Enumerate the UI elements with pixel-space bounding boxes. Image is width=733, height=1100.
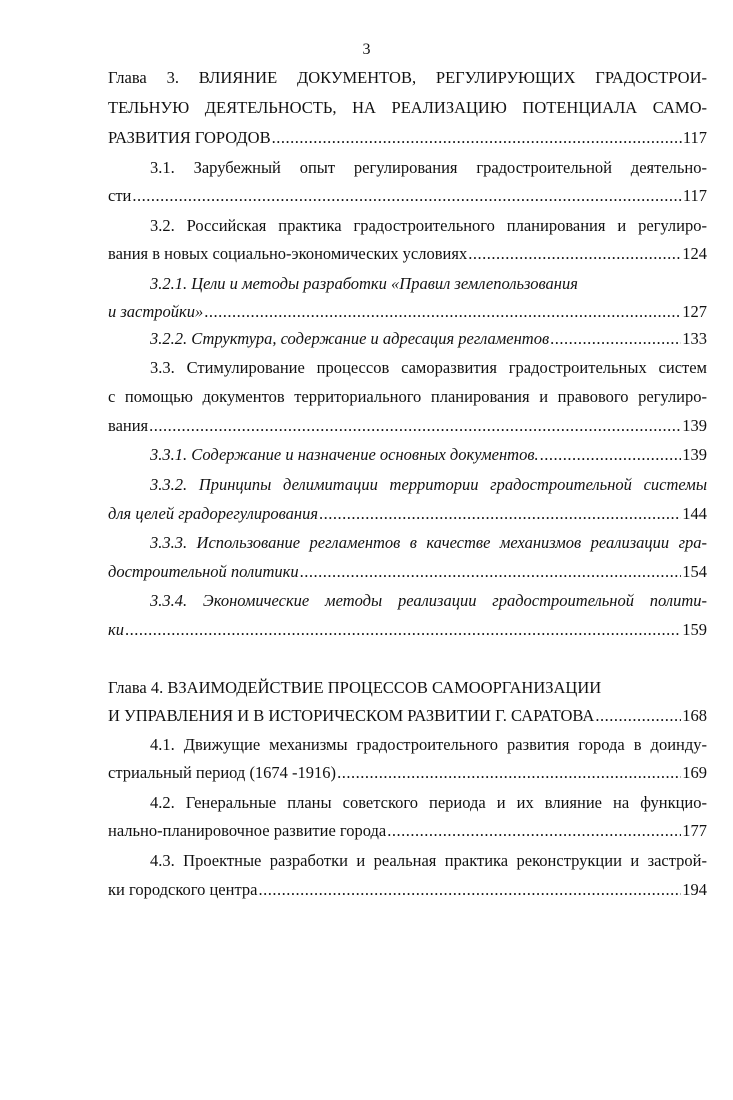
chapter3-toc-entry — [108, 125, 707, 151]
dot-leader — [258, 877, 681, 903]
page-number: 3 — [362, 41, 371, 58]
section-3-2-page: 124 — [682, 244, 707, 263]
section-3-2-1-toc-entry — [108, 299, 707, 325]
section-3-1-page: 117 — [682, 186, 707, 205]
chapter3-title-line1: Глава 3. ВЛИЯНИЕ ДОКУМЕНТОВ, РЕГУЛИРУЮЩИХ ГРАДОСТРОИ- — [108, 68, 707, 87]
dot-leader — [319, 501, 681, 527]
section-3-2-1-line1: 3.2.1. Цели и методы разработки «Правил землепользования — [150, 274, 578, 293]
section-3-3-page: 139 — [682, 416, 707, 435]
section-3-3-line3: вания — [108, 416, 149, 435]
section-3-3-4-line2: ки — [108, 620, 124, 639]
section-4-2-line2: нально-планировочное развитие города — [108, 821, 387, 840]
section-4-1-line1: 4.1. Движущие механизмы градостроительного развития города в доинду- — [150, 735, 707, 754]
section-3-1-line1: 3.1. Зарубежный опыт регулирования градостроительной деятельно- — [150, 158, 707, 177]
section-3-2-1-page: 127 — [682, 302, 707, 321]
dot-leader — [468, 241, 681, 267]
chapter4-title-line1: Глава 4. ВЗАИМОДЕЙСТВИЕ ПРОЦЕССОВ САМООРГАНИЗАЦИИ — [108, 678, 602, 697]
dot-leader — [125, 617, 681, 643]
section-3-3-1-line1: 3.3.1. Содержание и назначение основных документов. — [150, 445, 539, 464]
section-3-3-2-toc-entry — [108, 501, 707, 527]
dot-leader — [132, 183, 681, 209]
section-4-3-line1: 4.3. Проектные разработки и реальная практика реконструкции и застрой- — [150, 851, 707, 870]
dot-leader — [595, 703, 681, 729]
dot-leader — [300, 559, 682, 585]
section-3-3-2-line2: для целей градорегулирования — [108, 504, 318, 523]
section-3-3-3-toc-entry — [108, 559, 707, 585]
chapter3-page: 117 — [682, 128, 707, 147]
chapter4-page: 168 — [682, 706, 707, 725]
section-4-2-line1: 4.2. Генеральные планы советского периода и их влияние на функцио- — [150, 793, 707, 812]
section-3-3-2-line1: 3.3.2. Принципы делимитации территории градостроительной системы — [150, 475, 707, 494]
section-4-3-toc-entry — [108, 877, 707, 903]
section-4-1-line2: стриальный период (1674 -1916) — [108, 763, 337, 782]
section-3-3-toc-entry — [108, 413, 707, 439]
chapter3-title-line3: РАЗВИТИЯ ГОРОДОВ — [108, 128, 271, 147]
section-4-3-line2: ки городского центра — [108, 880, 258, 899]
section-3-3-2-page: 144 — [682, 504, 707, 523]
section-3-1-line2: сти — [108, 186, 132, 205]
dot-leader — [540, 442, 682, 468]
section-3-2-2-page: 133 — [682, 329, 707, 348]
section-3-1-toc-entry — [108, 183, 707, 209]
section-3-2-2-line1: 3.2.2. Структура, содержание и адресация регламентов — [150, 329, 550, 348]
section-4-1-page: 169 — [682, 763, 707, 782]
section-3-2-line2: вания в новых социально-экономических условиях — [108, 244, 468, 263]
dot-leader — [272, 125, 682, 151]
section-4-3-page: 194 — [682, 880, 707, 899]
chapter4-toc-entry — [108, 703, 707, 729]
dot-leader — [387, 818, 681, 844]
section-3-3-4-page: 159 — [682, 620, 707, 639]
section-3-3-line2: с помощью документов территориального планирования и правового регулиро- — [108, 387, 707, 406]
dot-leader — [149, 413, 681, 439]
section-4-1-toc-entry — [108, 760, 707, 786]
dot-leader — [204, 299, 681, 325]
section-3-3-3-page: 154 — [682, 562, 707, 581]
chapter4-title-line2: И УПРАВЛЕНИЯ И В ИСТОРИЧЕСКОМ РАЗВИТИИ Г. САРАТОВА — [108, 706, 595, 725]
section-3-2-1-line2: и застройки» — [108, 302, 204, 321]
section-3-3-1-toc-entry — [150, 442, 707, 468]
section-3-3-4-toc-entry — [108, 617, 707, 643]
section-3-2-2-toc-entry — [150, 326, 707, 352]
chapter3-title-line2: ТЕЛЬНУЮ ДЕЯТЕЛЬНОСТЬ, НА РЕАЛИЗАЦИЮ ПОТЕНЦИАЛА САМО- — [108, 98, 707, 117]
section-3-2-toc-entry — [108, 241, 707, 267]
section-3-2-line1: 3.2. Российская практика градостроительного планирования и регулиро- — [150, 216, 707, 235]
section-3-3-4-line1: 3.3.4. Экономические методы реализации градостроительной полити- — [150, 591, 707, 610]
section-4-2-page: 177 — [682, 821, 707, 840]
dot-leader — [337, 760, 681, 786]
section-3-3-3-line2: достроительной политики — [108, 562, 299, 581]
dot-leader — [550, 326, 681, 352]
section-3-3-line1: 3.3. Стимулирование процессов саморазвития градостроительных систем — [150, 358, 707, 377]
section-3-3-3-line1: 3.3.3. Использование регламентов в качестве механизмов реализации гра- — [150, 533, 707, 552]
section-3-3-1-page: 139 — [682, 445, 707, 464]
section-4-2-toc-entry — [108, 818, 707, 844]
